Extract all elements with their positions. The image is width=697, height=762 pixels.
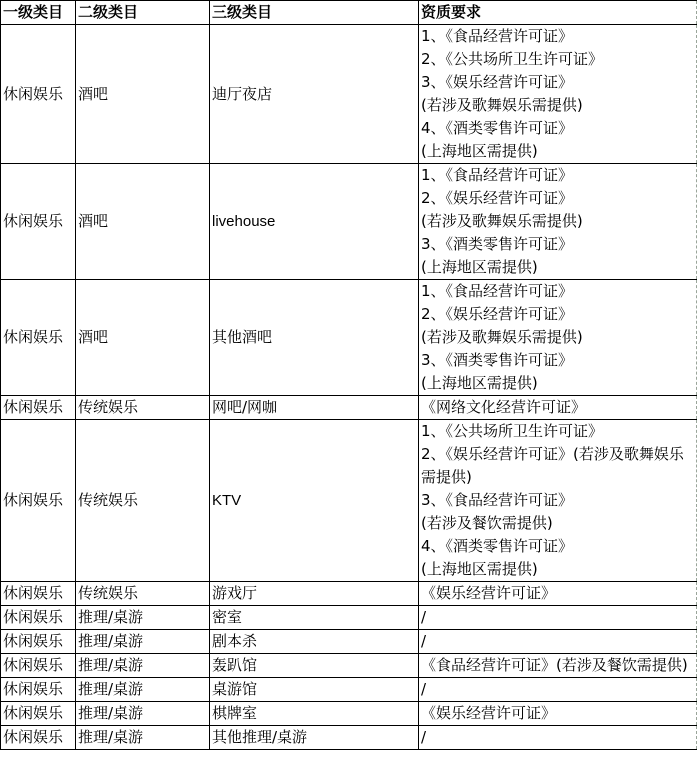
- cell-requirements: [419, 702, 697, 726]
- cell-level2: 传统娱乐: [76, 420, 210, 582]
- table-row: [1, 164, 697, 280]
- cell-requirements: [419, 280, 697, 396]
- cell-level2: 传统娱乐: [76, 582, 210, 606]
- requirement-line: (上海地区需提供): [421, 142, 538, 160]
- cell-requirements: [419, 396, 697, 420]
- cell-level2: 推理/桌游: [76, 678, 210, 702]
- requirement-line: 2、《公共场所卫生许可证》: [421, 50, 604, 68]
- cell-level1: 休闲娱乐: [1, 582, 76, 606]
- requirement-line: (上海地区需提供): [421, 560, 538, 578]
- cell-level3: 迪厅夜店: [210, 25, 419, 164]
- header-level3-category: 三级类目: [210, 1, 419, 25]
- table-body: [1, 25, 697, 750]
- requirement-line: /: [421, 728, 427, 746]
- cell-level2: 推理/桌游: [76, 726, 210, 750]
- cell-requirements: [419, 582, 697, 606]
- cell-level1: 休闲娱乐: [1, 396, 76, 420]
- cell-level1: 休闲娱乐: [1, 606, 76, 630]
- header-level2-category: 二级类目: [76, 1, 210, 25]
- requirement-line: /: [421, 680, 427, 698]
- table-row: [1, 396, 697, 420]
- requirement-line: 《娱乐经营许可证》: [421, 704, 557, 722]
- cell-level2: 酒吧: [76, 164, 210, 280]
- table-row: [1, 582, 697, 606]
- requirement-line: 3、《酒类零售许可证》: [421, 235, 574, 253]
- requirement-line: 1、《公共场所卫生许可证》: [421, 422, 604, 440]
- cell-level1: 休闲娱乐: [1, 280, 76, 396]
- requirement-line: 2、《娱乐经营许可证》: [421, 189, 574, 207]
- cell-level2: 酒吧: [76, 280, 210, 396]
- requirement-line: (若涉及歌舞娱乐需提供): [421, 96, 583, 114]
- table-row: [1, 420, 697, 582]
- requirement-line: 4、《酒类零售许可证》: [421, 537, 574, 555]
- cell-requirements: [419, 630, 697, 654]
- cell-requirements: [419, 420, 697, 582]
- header-level1-category: 一级类目: [1, 1, 76, 25]
- cell-level2: 推理/桌游: [76, 606, 210, 630]
- requirement-line: 《网络文化经营许可证》: [421, 398, 587, 416]
- table-row: [1, 25, 697, 164]
- requirement-line: 4、《酒类零售许可证》: [421, 119, 574, 137]
- requirement-line: (若涉及歌舞娱乐需提供): [421, 212, 583, 230]
- cell-requirements: [419, 25, 697, 164]
- cell-level3: 其他推理/桌游: [210, 726, 419, 750]
- requirement-line: 1、《食品经营许可证》: [421, 27, 574, 45]
- requirement-line: /: [421, 608, 427, 626]
- cell-requirements: [419, 726, 697, 750]
- requirement-line: (若涉及餐饮需提供): [421, 514, 553, 532]
- requirement-line: 3、《食品经营许可证》: [421, 491, 574, 509]
- table-row: [1, 678, 697, 702]
- cell-level3: livehouse: [210, 164, 419, 280]
- table-row: [1, 654, 697, 678]
- cell-requirements: [419, 164, 697, 280]
- cell-level1: 休闲娱乐: [1, 654, 76, 678]
- cell-level3: 轰趴馆: [210, 654, 419, 678]
- cell-requirements: [419, 606, 697, 630]
- cell-level1: 休闲娱乐: [1, 678, 76, 702]
- table-header: [1, 1, 697, 25]
- cell-level3: 游戏厅: [210, 582, 419, 606]
- cell-level2: 传统娱乐: [76, 396, 210, 420]
- requirement-line: (上海地区需提供): [421, 258, 538, 276]
- cell-level2: 推理/桌游: [76, 702, 210, 726]
- cell-level2: 推理/桌游: [76, 630, 210, 654]
- cell-level1: 休闲娱乐: [1, 630, 76, 654]
- table-row: [1, 280, 697, 396]
- header-qualification-requirements: 资质要求: [419, 1, 697, 25]
- requirement-line: 《娱乐经营许可证》: [421, 584, 557, 602]
- requirement-line: 1、《食品经营许可证》: [421, 282, 574, 300]
- requirement-line: 2、《娱乐经营许可证》: [421, 305, 574, 323]
- cell-level3: 剧本杀: [210, 630, 419, 654]
- header-row: [1, 1, 697, 25]
- requirement-line: 2、《娱乐经营许可证》(若涉及歌舞娱乐需提供): [421, 445, 684, 486]
- requirement-line: 3、《娱乐经营许可证》: [421, 73, 574, 91]
- cell-requirements: [419, 654, 697, 678]
- cell-level3: KTV: [210, 420, 419, 582]
- requirement-line: (上海地区需提供): [421, 374, 538, 392]
- cell-level3: 密室: [210, 606, 419, 630]
- table-row: [1, 726, 697, 750]
- cell-level3: 棋牌室: [210, 702, 419, 726]
- cell-level1: 休闲娱乐: [1, 702, 76, 726]
- cell-level1: 休闲娱乐: [1, 726, 76, 750]
- requirement-line: (若涉及歌舞娱乐需提供): [421, 328, 583, 346]
- cell-level2: 酒吧: [76, 25, 210, 164]
- cell-level3: 桌游馆: [210, 678, 419, 702]
- cell-level2: 推理/桌游: [76, 654, 210, 678]
- table-row: [1, 630, 697, 654]
- requirement-line: 3、《酒类零售许可证》: [421, 351, 574, 369]
- cell-level1: 休闲娱乐: [1, 164, 76, 280]
- cell-level3: 其他酒吧: [210, 280, 419, 396]
- table-row: [1, 702, 697, 726]
- requirement-line: 1、《食品经营许可证》: [421, 166, 574, 184]
- cell-level3: 网吧/网咖: [210, 396, 419, 420]
- cell-level1: 休闲娱乐: [1, 25, 76, 164]
- table-row: [1, 606, 697, 630]
- requirement-line: /: [421, 632, 427, 650]
- cell-requirements: [419, 678, 697, 702]
- requirement-line: 《食品经营许可证》(若涉及餐饮需提供): [421, 656, 688, 674]
- cell-level1: 休闲娱乐: [1, 420, 76, 582]
